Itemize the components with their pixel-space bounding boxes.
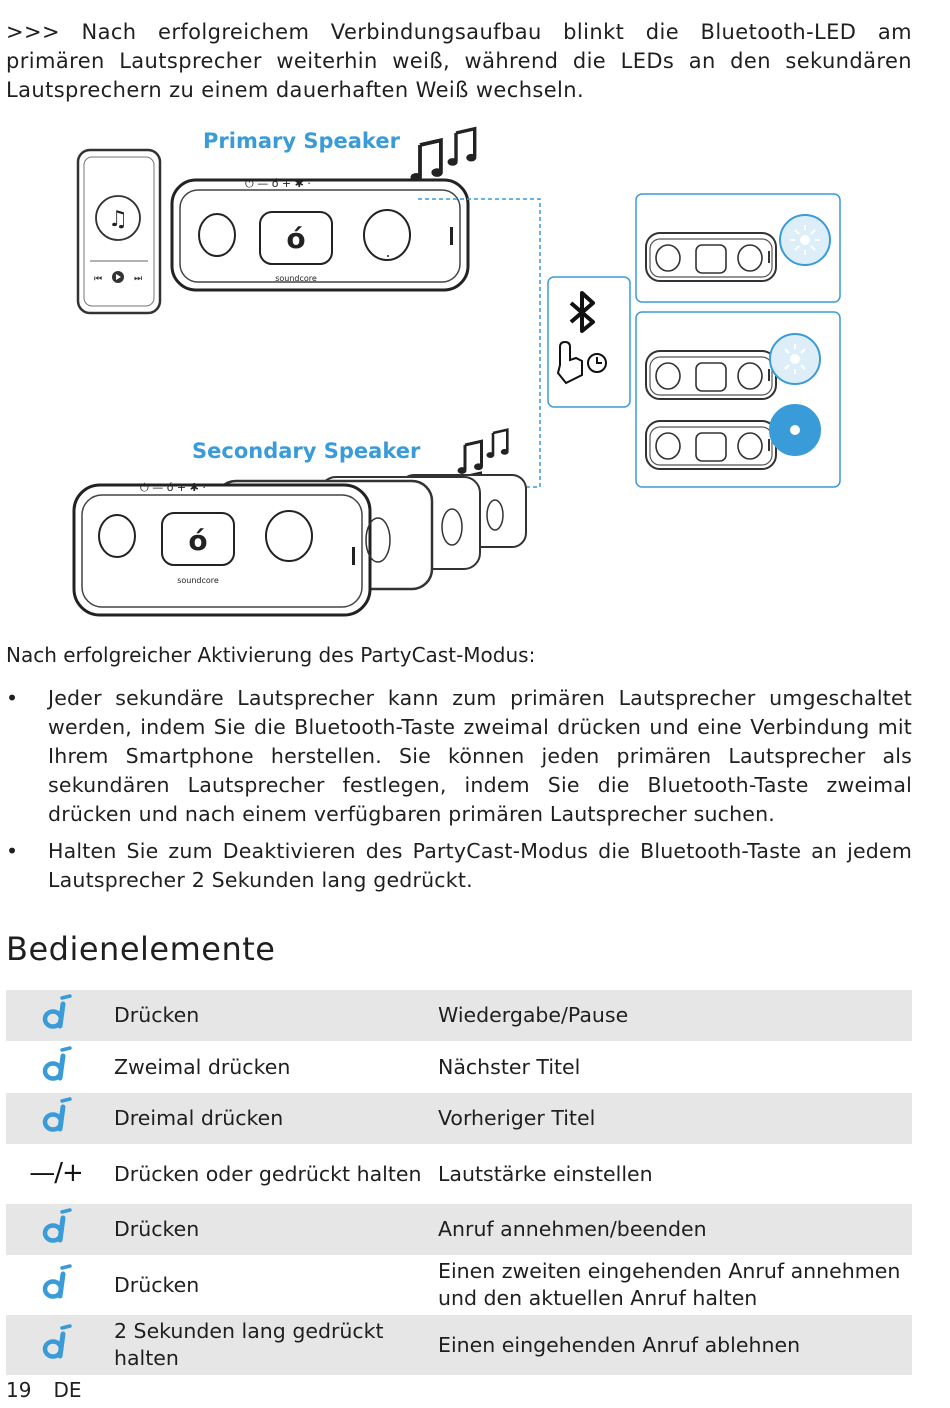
svg-text:♫: ♫ xyxy=(108,207,128,232)
table-row xyxy=(6,990,912,1041)
language-code: DE xyxy=(53,1378,82,1402)
control-action: Drücken xyxy=(106,1204,438,1255)
control-action: Drücken xyxy=(106,990,438,1041)
secondary-speaker-label: Secondary Speaker xyxy=(192,439,421,463)
led-status-panels xyxy=(636,194,840,487)
controls-table xyxy=(6,990,912,1375)
svg-text:⏻ — ó + ✱ ·: ⏻ — ó + ✱ · xyxy=(140,481,206,494)
control-action: Drücken xyxy=(114,1272,200,1297)
control-function: Vorheriger Titel xyxy=(438,1093,912,1144)
control-function: Einen zweiten eingehenden Anruf annehmen und den aktuellen Anruf halten xyxy=(438,1259,901,1310)
volume-icon: —/+ xyxy=(29,1158,83,1188)
control-action: 2 Sekunden lang gedrückt halten xyxy=(106,1315,438,1375)
svg-text:soundcore: soundcore xyxy=(275,274,317,283)
section-title: Bedienelemente xyxy=(6,930,276,968)
svg-text:⏮: ⏮ xyxy=(93,274,103,284)
control-function: Wiedergabe/Pause xyxy=(438,990,912,1041)
play-pause-icon xyxy=(36,1262,76,1302)
list-item: • Jeder sekundäre Lautsprecher kann zum primären Lautsprecher umgeschaltet werden, indem Sie die Bluetooth-Taste zweimal drücken und eine Verbindung mit Ihrem Smartphone herstellen. Sie können jeden primären Lautsprecher als sekundären Lautsprecher festlegen, indem Sie die Bluetooth-Taste zweimal drücken und nach einem verfügbaren primären Lautsprecher suchen. xyxy=(6,684,912,829)
control-action: Dreimal drücken xyxy=(106,1093,438,1144)
primary-speaker xyxy=(172,177,468,290)
page-number: 19 xyxy=(6,1378,32,1402)
play-pause-icon xyxy=(36,1095,76,1135)
table-row xyxy=(6,1204,912,1255)
partycast-illustration xyxy=(0,115,950,625)
bullet-list xyxy=(6,684,912,903)
play-pause-icon xyxy=(36,1206,76,1246)
intro-paragraph: >>> Nach erfolgreichem Verbindungsaufbau blinkt die Bluetooth-LED am primären Lautsprecher weiterhin weiß, während die LEDs an den sekundären Lautsprechern zu einem dauerhaften Weiß wechseln. xyxy=(6,20,912,102)
table-row xyxy=(6,1144,912,1204)
control-function: Anruf annehmen/beenden xyxy=(438,1204,912,1255)
primary-speaker-label: Primary Speaker xyxy=(203,129,400,153)
svg-text:soundcore: soundcore xyxy=(177,576,219,585)
svg-text:⏭: ⏭ xyxy=(133,274,143,284)
bluetooth-press-panel xyxy=(548,277,630,407)
smartphone xyxy=(78,150,160,313)
table-row xyxy=(6,1315,912,1375)
lead-text: Nach erfolgreicher Aktivierung des PartyCast-Modus: xyxy=(6,643,536,667)
table-row xyxy=(6,1093,912,1144)
page-footer xyxy=(6,1378,82,1402)
control-function: Nächster Titel xyxy=(438,1054,581,1079)
control-action: Zweimal drücken xyxy=(114,1054,291,1079)
control-function: Einen eingehenden Anruf ablehnen xyxy=(438,1315,912,1375)
control-function: Lautstärke einstellen xyxy=(438,1161,653,1186)
control-action: Drücken oder gedrückt halten xyxy=(114,1161,422,1186)
table-row xyxy=(6,1041,912,1093)
svg-text:ó: ó xyxy=(188,524,208,557)
svg-text:⏻ — ó + ✱ ·: ⏻ — ó + ✱ · xyxy=(245,177,311,190)
play-pause-icon xyxy=(36,1044,76,1084)
svg-text:ó: ó xyxy=(286,222,306,255)
play-pause-icon xyxy=(36,1322,76,1362)
secondary-speakers xyxy=(74,475,526,615)
list-item: • Halten Sie zum Deaktivieren des PartyCast-Modus die Bluetooth-Taste an jedem Lautsprecher 2 Sekunden lang gedrückt. xyxy=(6,837,912,895)
play-pause-icon xyxy=(36,992,76,1032)
table-row xyxy=(6,1255,912,1315)
